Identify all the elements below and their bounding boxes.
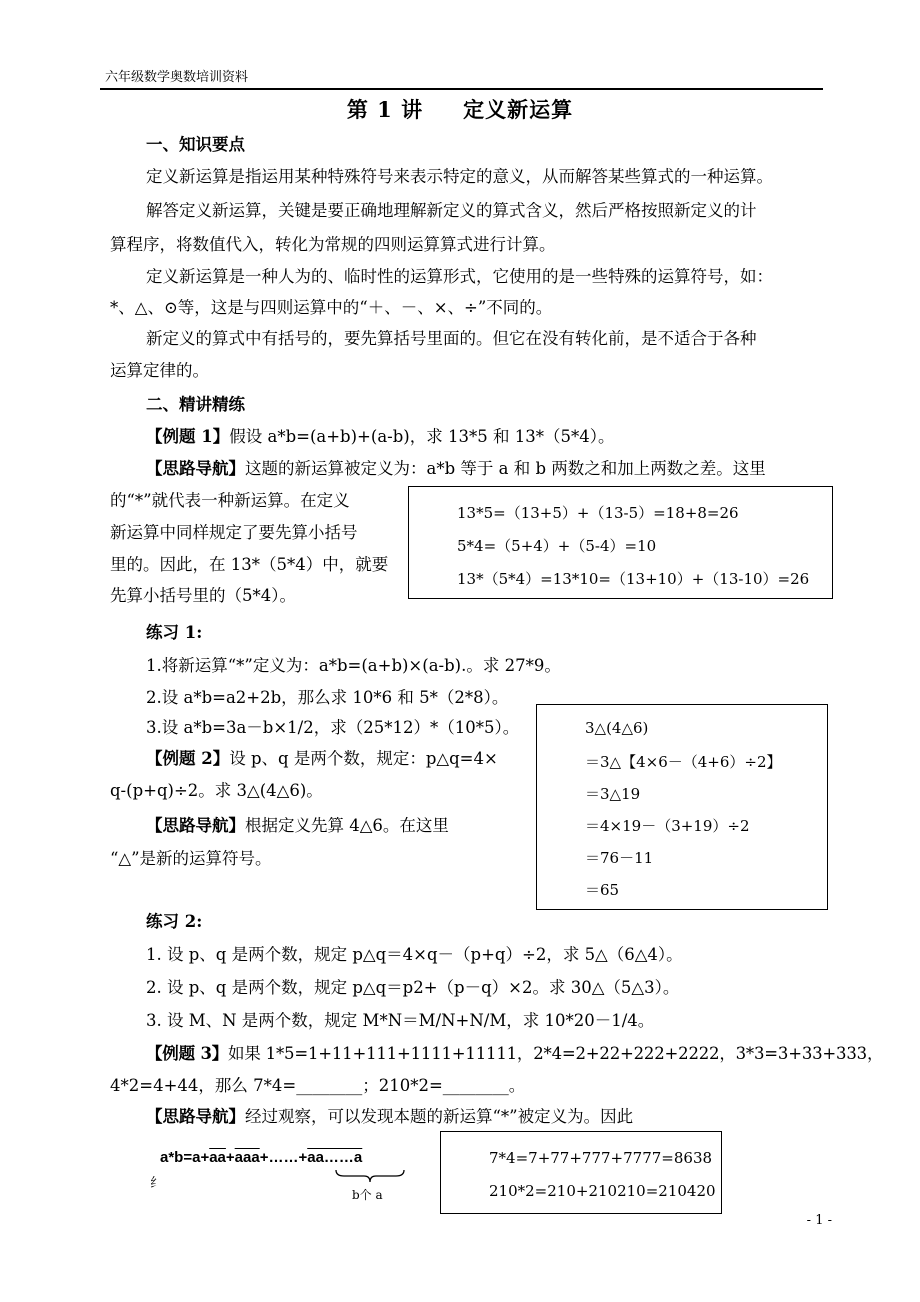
solution-line: 210*2=210+210210=210420 xyxy=(489,1182,716,1200)
solution-line: ＝65 xyxy=(585,881,620,899)
paragraph-line: “△”是新的运算符号。 xyxy=(110,849,272,868)
practice-2-item: 3. 设 M、N 是两个数，规定 M*N＝M/N+N/M，求 10*20－1/4。 xyxy=(146,1011,655,1030)
paragraph-line: 定义新运算是一种人为的、临时性的运算形式，它使用的是一些特殊的运算符号，如： xyxy=(146,267,773,286)
example-1-thinking xyxy=(146,455,766,479)
practice-1-heading: 练习 1: xyxy=(146,623,203,642)
paragraph-line: 运算定律的。 xyxy=(110,361,209,380)
example-1-text: 假设 a*b=(a+b)+(a-b)，求 13*5 和 13*（5*4）。 xyxy=(229,427,615,446)
thinking-text: 这题的新运算被定义为：a*b 等于 a 和 b 两数之和加上两数之差。这里 xyxy=(245,459,766,478)
formula-last-term: aa……a xyxy=(307,1149,363,1166)
practice-1-item: 2.设 a*b=a2+2b，那么求 10*6 和 5*（2*8）。 xyxy=(146,688,509,707)
underbrace-label: b个 a xyxy=(352,1188,383,1202)
solution-line: 7*4=7+77+777+7777=8638 xyxy=(489,1149,713,1167)
thinking-label: 【思路导航】 xyxy=(146,1107,245,1126)
thinking-label: 【思路导航】 xyxy=(146,459,245,478)
example-3-label: 【例题 3】 xyxy=(146,1044,229,1063)
example-1-statement xyxy=(146,423,614,447)
thinking-text: 经过观察，可以发现本题的新运算“*”被定义为。因此 xyxy=(245,1107,634,1126)
paragraph-line: 新定义的算式中有括号的，要先算括号里面的。但它在没有转化前，是不适合于各种 xyxy=(146,329,757,348)
paragraph-line: *、△、⊙等，这是与四则运算中的“＋、－、×、÷”不同的。 xyxy=(110,298,553,317)
paragraph-line: 先算小括号里的（5*4）。 xyxy=(110,586,296,605)
practice-2-heading: 练习 2: xyxy=(146,912,203,931)
paragraph-line: 4*2=4+44，那么 7*4=________；210*2=________。 xyxy=(110,1076,526,1095)
formula-dots: +……+ xyxy=(259,1149,308,1166)
example-1-solution-box xyxy=(408,486,833,599)
example-1-label: 【例题 1】 xyxy=(146,427,230,446)
section-heading-knowledge: 一、知识要点 xyxy=(146,135,245,154)
thinking-label: 【思路导航】 xyxy=(146,816,245,835)
practice-1-item: 3.设 a*b=3a－b×1/2，求（25*12）*（10*5）。 xyxy=(146,718,520,737)
formula-aaa: $\overline{aaa}$ xyxy=(234,1149,260,1166)
formula-stray-glyph: 纟 xyxy=(150,1176,164,1191)
example-2-label: 【例题 2】 xyxy=(146,749,230,768)
example-3-statement xyxy=(146,1040,883,1064)
definition-formula xyxy=(160,1149,362,1166)
solution-line: 13*5=（13+5）+（13-5）=18+8=26 xyxy=(457,504,739,522)
formula-plus: + xyxy=(225,1149,235,1166)
solution-line: 3△(4△6) xyxy=(585,719,649,737)
paragraph-line: 解答定义新运算，关键是要正确地理解新定义的算式含义，然后严格按照新定义的计 xyxy=(146,201,757,220)
paragraph-line: 定义新运算是指运用某种特殊符号来表示特定的意义，从而解答某些算式的一种运算。 xyxy=(146,167,773,186)
example-2-text: 设 p、q 是两个数，规定：p△q=4× xyxy=(229,749,498,768)
formula-lead: a*b=a+ xyxy=(160,1149,210,1166)
example-3-solution-box xyxy=(440,1131,722,1214)
page-header: 六年级数学奥数培训资料 xyxy=(105,70,249,85)
solution-line: ＝76－11 xyxy=(585,849,654,867)
example-2-statement xyxy=(146,745,498,769)
section-heading-practice: 二、精讲精练 xyxy=(146,395,245,414)
solution-line: 13*（5*4）=13*10=（13+10）+（13-10）=26 xyxy=(457,570,810,588)
example-2-thinking xyxy=(146,812,449,836)
paragraph-line: 新运算中同样规定了要先算小括号 xyxy=(110,523,358,542)
example-3-text: 如果 1*5=1+11+111+1111+11111，2*4=2+22+222+2222，3*3=3+33+333， xyxy=(228,1044,884,1063)
paragraph-line: q-(p+q)÷2。求 3△(4△6)。 xyxy=(110,781,323,800)
paragraph-line: 算程序，将数值代入，转化为常规的四则运算算式进行计算。 xyxy=(110,235,556,254)
solution-line: ＝4×19－（3+19）÷2 xyxy=(585,817,750,835)
page-number: - 1 - xyxy=(806,1213,832,1228)
underbrace xyxy=(334,1168,406,1184)
thinking-text: 根据定义先算 4△6。在这里 xyxy=(245,816,449,835)
title-topic: 定义新运算 xyxy=(463,97,574,122)
formula-aa: $\overline{aa}$ xyxy=(209,1149,226,1166)
example-3-thinking xyxy=(146,1103,633,1127)
header-divider xyxy=(100,88,823,90)
solution-line: 5*4=（5+4）+（5-4）=10 xyxy=(457,537,657,555)
practice-2-item: 2. 设 p、q 是两个数，规定 p△q＝p2+（p－q）×2。求 30△（5△3）。 xyxy=(146,978,680,997)
paragraph-line: 里的。因此，在 13*（5*4）中，就要 xyxy=(110,555,389,574)
paragraph-line: 的“*”就代表一种新运算。在定义 xyxy=(110,491,350,510)
solution-line: ＝3△【4×6－（4+6）÷2】 xyxy=(585,753,782,771)
page-title xyxy=(0,94,920,124)
practice-2-item: 1. 设 p、q 是两个数，规定 p△q＝4×q－（p+q）÷2，求 5△（6△4）。 xyxy=(146,945,683,964)
practice-1-item: 1.将新运算“*”定义为：a*b=(a+b)×(a-b).。求 27*9。 xyxy=(146,656,561,675)
title-lecture-number: 第 1 讲 xyxy=(346,97,424,122)
example-2-solution-box xyxy=(536,704,828,910)
solution-line: ＝3△19 xyxy=(585,785,641,803)
